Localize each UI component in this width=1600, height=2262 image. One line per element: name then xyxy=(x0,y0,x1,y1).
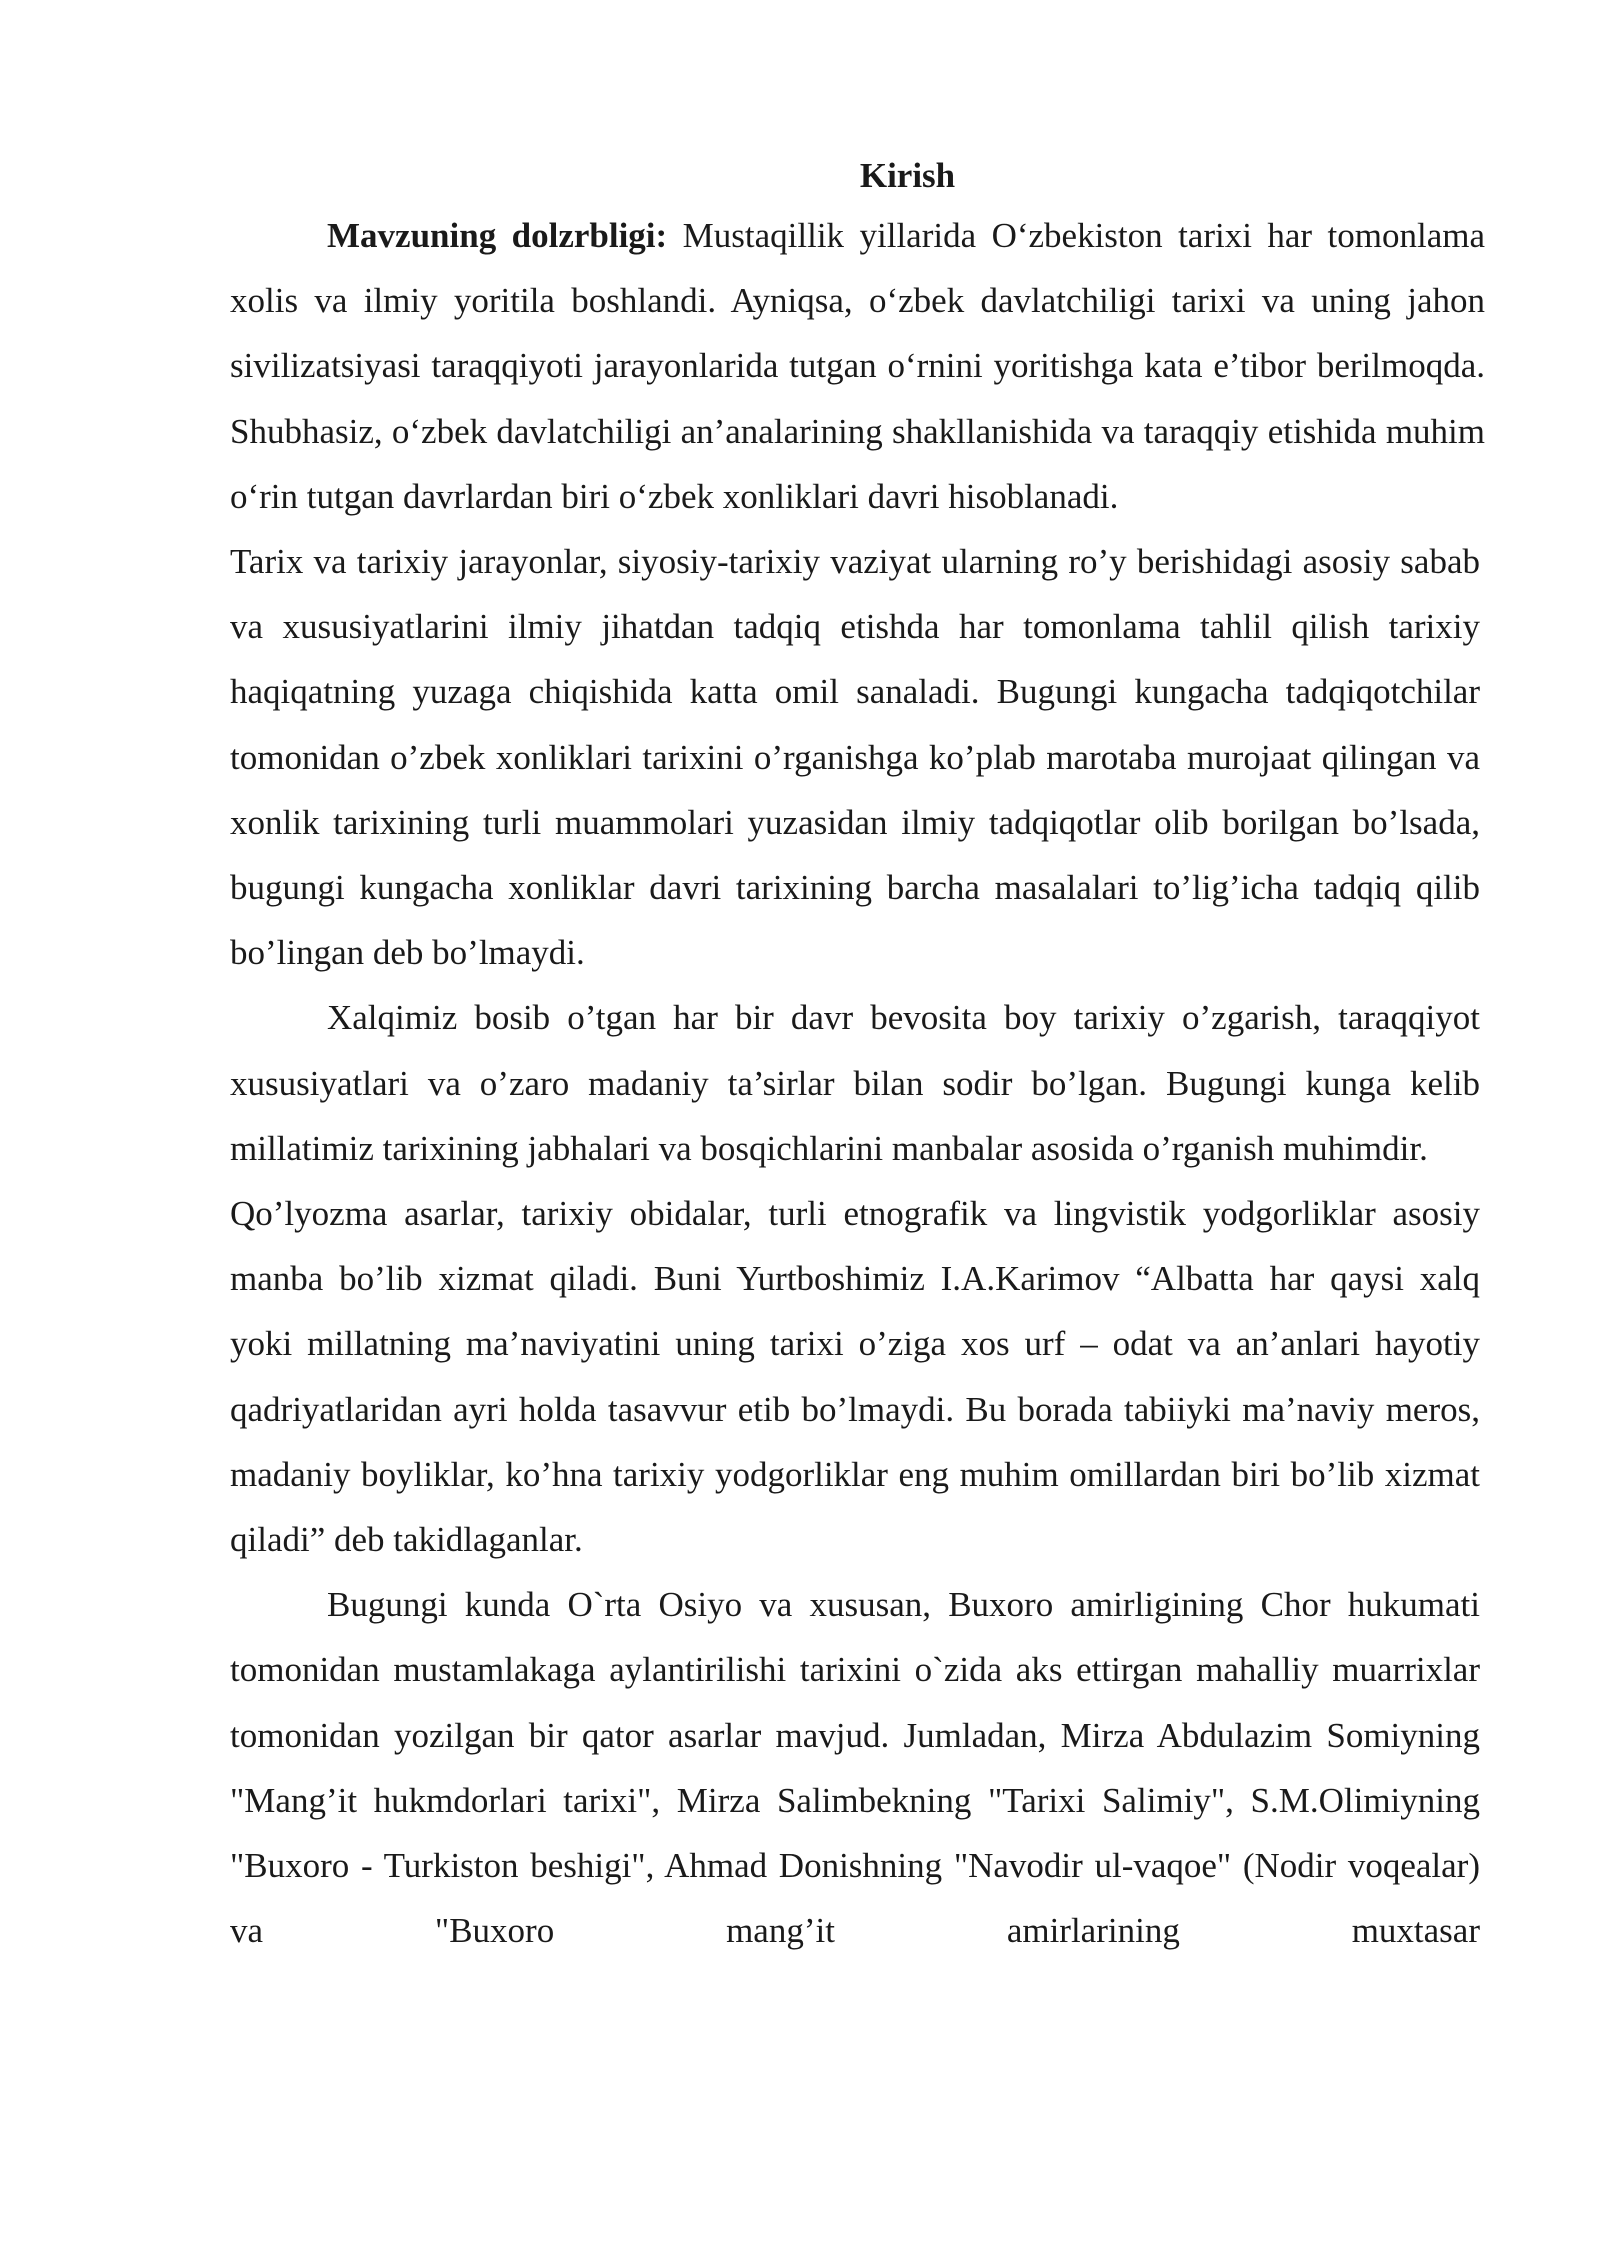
body-paragraph: Xalqimiz bosib o’tgan har bir davr bevosita boy tarixiy o’zgarish, taraqqiyot xususiyatlari va o’zaro madaniy ta’sirlar bilan sodir bo’lgan. Bugungi kunga kelib millatimiz tarixining jabhalari va bosqichlarini manbalar asosida o’rganish muhimdir. xyxy=(230,998,1480,1168)
intro-text: Mustaqillik yillarida O‘zbekiston tarixi har tomonlama xolis va ilmiy yoritila boshlandi. Ayniqsa, o‘zbek davlatchiligi tarixi va uning jahon sivilizatsiyasi taraqqiyoti jarayonlarida tutgan o‘rnini yoritishga kata e’tibor berilmoqda. Shubhasiz, o‘zbek davlatchiligi an’analarining shakllanishida va taraqqiy etishida muhim o‘rin tutgan davrlardan biri o‘zbek xonliklari davri hisoblanadi. xyxy=(230,216,1486,516)
body-paragraph: Qo’lyozma asarlar, tarixiy obidalar, turli etnografik va lingvistik yodgorliklar asosiy manba bo’lib xizmat qiladi. Buni Yurtboshimiz I.A.Karimov “Albatta har qaysi xalq yoki millatning ma’naviyatini uning tarixi o’ziga xos urf – odat va an’anlari hayotiy qadriyatlaridan ayri holda tasavvur etib bo’lmaydi. Bu borada tabiiyki ma’naviy meros, madaniy boyliklar, ko’hna tarixiy yodgorliklar eng muhim omillardan biri bo’lib xizmat qiladi” deb takidlaganlar. xyxy=(230,1194,1480,1560)
body-paragraph: Tarix va tarixiy jarayonlar, siyosiy-tarixiy vaziyat ularning ro’y berishidagi asosiy sabab va xususiyatlarini ilmiy jihatdan tadqiq etishda har tomonlama tahlil qilish tarixiy haqiqatning yuzaga chiqishida katta omil sanaladi. Bugungi kungacha tadqiqotchilar tomonidan o’zbek xonliklari tarixini o’rganishga ko’plab marotaba murojaat qilingan va xonlik tarixining turli muammolari yuzasidan ilmiy tadqiqotlar olib borilgan bo’lsada, bugungi kungacha xonliklar davri tarixining barcha masalalari to’lig’icha tadqiq qilib bo’lingan deb bo’lmaydi. xyxy=(230,542,1480,973)
body-paragraph: Bugungi kunda O`rta Osiyo va xususan, Buxoro amirligining Chor hukumati tomonidan mustamlakaga aylantirilishi tarixini o`zida aks ettirgan mahalliy muarrixlar tomonidan yozilgan bir qator asarlar mavjud. Jumladan, Mirza Abdulazim Somiyning "Mang’it hukmdorlari tarixi", Mirza Salimbekning "Tarixi Salimiy", S.M.Olimiyning "Buxoro - Turkiston beshigi", Ahmad Donishning "Navodir ul-vaqoe" (Nodir voqealar) va "Buxoro mang’it amirlarining muxtasar xyxy=(230,1585,1480,1951)
intro-paragraph xyxy=(230,203,1485,529)
intro-label: Mavzuning dolzrbligi: xyxy=(327,216,668,255)
document-page xyxy=(230,148,1485,1963)
page-title: Kirish xyxy=(859,156,956,195)
